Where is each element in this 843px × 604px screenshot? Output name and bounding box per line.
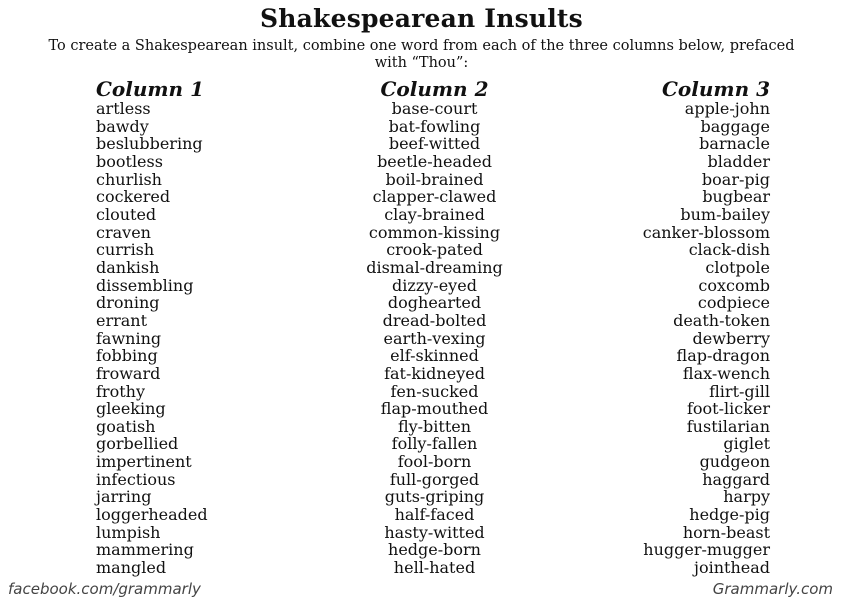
footer-facebook-link: facebook.com/grammarly <box>8 580 201 598</box>
list-item: fat-kidneyed <box>384 363 485 383</box>
list-item: flap-mouthed <box>380 399 489 419</box>
list-item: jarring <box>96 487 152 507</box>
list-item: giglet <box>723 434 770 454</box>
list-item: fustilarian <box>686 416 770 436</box>
list-item: beef-witted <box>388 134 481 154</box>
list-item: clapper-clawed <box>372 187 497 207</box>
list-item: hell-hated <box>393 558 476 578</box>
list-item: clay-brained <box>384 204 485 224</box>
list-item: gudgeon <box>699 452 770 472</box>
list-item: bawdy <box>96 116 149 136</box>
list-item: beslubbering <box>96 134 203 154</box>
list-item: dankish <box>96 257 160 277</box>
list-item: doghearted <box>387 293 482 313</box>
list-item: mangled <box>96 558 167 578</box>
list-item: craven <box>96 222 151 242</box>
list-item: haggard <box>702 469 770 489</box>
list-item: fly-bitten <box>397 416 472 436</box>
list-item: full-gorged <box>389 469 480 489</box>
list-item: goatish <box>96 416 156 436</box>
list-item: guts-griping <box>384 487 485 507</box>
column-2 <box>342 78 527 577</box>
list-item: hedge-pig <box>689 505 770 525</box>
list-item: infectious <box>96 469 176 489</box>
list-item: horn-beast <box>682 522 770 542</box>
list-item: hedge-born <box>388 540 481 560</box>
list-item: hugger-mugger <box>643 540 770 560</box>
column-1-heading: Column 1 <box>96 77 204 101</box>
list-item: clack-dish <box>688 240 770 260</box>
column-3-list <box>580 100 770 577</box>
list-item: jointhead <box>694 558 770 578</box>
list-item: foot-licker <box>686 399 770 419</box>
list-item: apple-john <box>684 99 770 118</box>
list-item: bootless <box>96 151 163 171</box>
list-item: flax-wench <box>682 363 770 383</box>
list-item: dread-bolted <box>382 310 487 330</box>
list-item: bugbear <box>702 187 770 207</box>
list-item: flirt-gill <box>709 381 770 401</box>
list-item: churlish <box>96 169 162 189</box>
list-item: dewberry <box>692 328 770 348</box>
page-title: Shakespearean Insults <box>260 4 583 33</box>
list-item: bladder <box>707 151 770 171</box>
list-item: loggerheaded <box>96 505 208 525</box>
list-item: dizzy-eyed <box>392 275 477 295</box>
list-item: crook-pated <box>386 240 483 260</box>
list-item: base-court <box>391 99 478 118</box>
column-1-list <box>96 100 276 577</box>
list-item: mammering <box>96 540 194 560</box>
list-item: frothy <box>96 381 145 401</box>
list-item: canker-blossom <box>642 222 770 242</box>
list-item: boar-pig <box>701 169 770 189</box>
list-item: froward <box>96 363 161 383</box>
list-item: clouted <box>96 204 157 224</box>
footer-site-link: Grammarly.com <box>712 580 833 598</box>
list-item: codpiece <box>697 293 770 313</box>
list-item: cockered <box>96 187 171 207</box>
list-item: currish <box>96 240 155 260</box>
list-item: half-faced <box>394 505 475 525</box>
list-item: folly-fallen <box>391 434 478 454</box>
list-item: gorbellied <box>96 434 179 454</box>
list-item: elf-skinned <box>390 346 479 366</box>
list-item: lumpish <box>96 522 161 542</box>
list-item: barnacle <box>699 134 770 154</box>
column-2-heading: Column 2 <box>380 77 489 101</box>
column-3 <box>580 78 770 577</box>
list-item: clotpole <box>705 257 770 277</box>
list-item: fen-sucked <box>390 381 479 401</box>
column-1 <box>96 78 276 577</box>
list-item: death-token <box>673 310 770 330</box>
list-item: artless <box>96 99 151 118</box>
list-item: earth-vexing <box>383 328 486 348</box>
list-item: beetle-headed <box>377 151 492 171</box>
list-item: boil-brained <box>385 169 484 189</box>
list-item: gleeking <box>96 399 166 419</box>
list-item: bum-bailey <box>680 204 770 224</box>
list-item: hasty-witted <box>384 522 485 542</box>
list-item: fobbing <box>96 346 158 366</box>
list-item: droning <box>96 293 160 313</box>
list-item: errant <box>96 310 148 330</box>
list-item: coxcomb <box>698 275 770 295</box>
intro-text: To create a Shakespearean insult, combine one word from each of the three columns below, prefaced with “Thou”: <box>48 38 795 71</box>
list-item: dismal-dreaming <box>366 257 503 277</box>
list-item: flap-dragon <box>676 346 770 366</box>
column-2-list <box>342 100 527 577</box>
list-item: fawning <box>96 328 162 348</box>
column-3-heading: Column 3 <box>662 77 770 101</box>
list-item: impertinent <box>96 452 192 472</box>
list-item: fool-born <box>397 452 472 472</box>
list-item: bat-fowling <box>388 116 481 136</box>
list-item: harpy <box>723 487 770 507</box>
list-item: dissembling <box>96 275 194 295</box>
list-item: common-kissing <box>368 222 501 242</box>
list-item: baggage <box>700 116 770 136</box>
